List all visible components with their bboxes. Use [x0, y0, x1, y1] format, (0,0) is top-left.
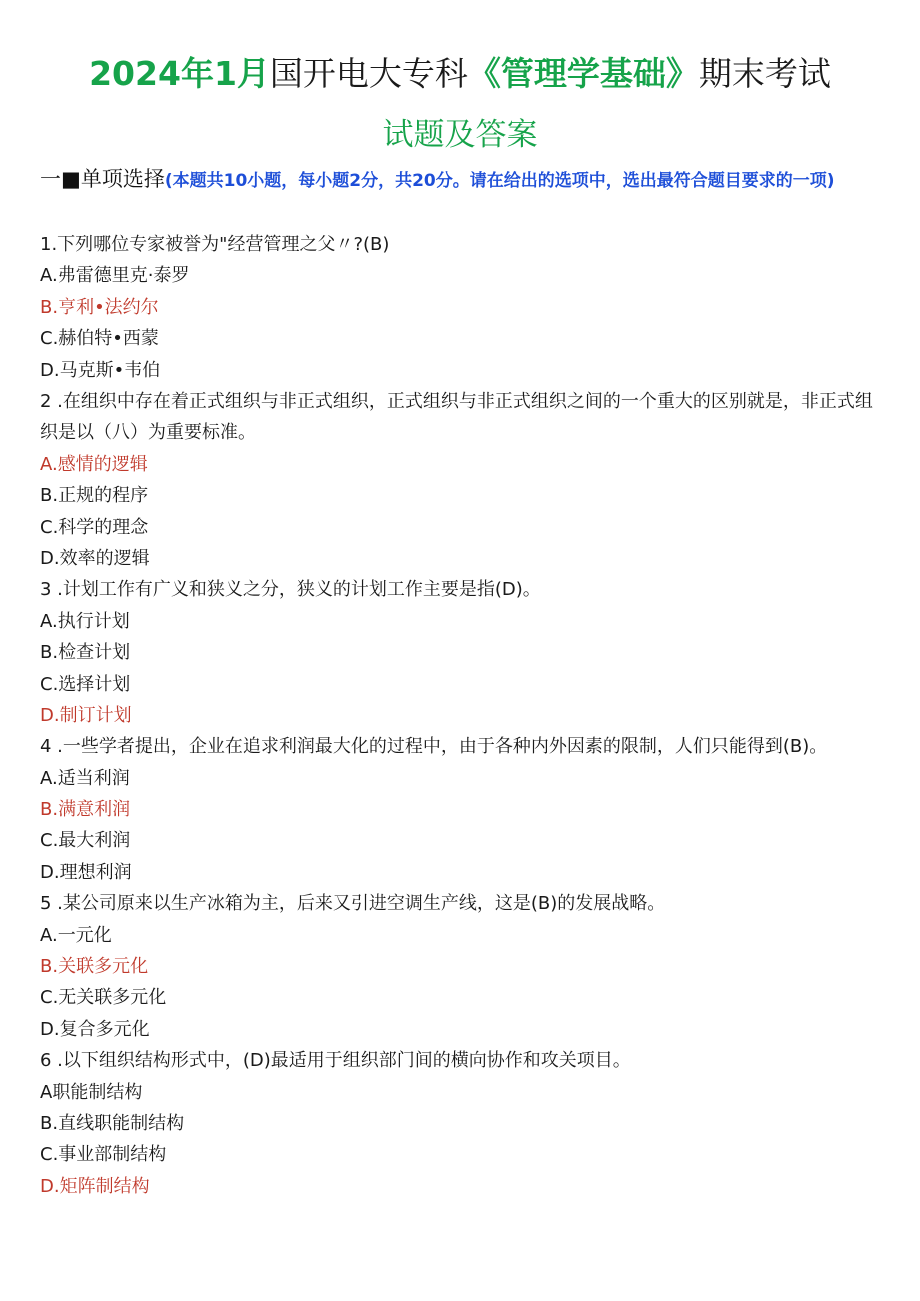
option: C.选择计划 [40, 673, 131, 695]
option: B.检查计划 [40, 642, 131, 664]
title-exam: 期末考试 [698, 54, 831, 93]
option: B.直线职能制结构 [40, 1112, 185, 1134]
option: C.科学的理念 [40, 516, 149, 538]
correct-option: D.矩阵制结构 [40, 1175, 150, 1197]
document-title [0, 50, 920, 98]
title-date: 2024年1月 [89, 54, 270, 93]
option: D.理想利润 [40, 861, 132, 883]
correct-option: B.关联多元化 [40, 956, 149, 978]
section-heading [40, 164, 885, 197]
option: D.马克斯•韦伯 [40, 359, 161, 381]
option: D.效率的逻辑 [40, 547, 150, 569]
correct-option: A.感情的逻辑 [40, 453, 148, 475]
question-stem: 3 .计划工作有广义和狭义之分，狭义的计划工作主要是指(D)。 [40, 579, 541, 601]
title-course: 《管理学基础》 [467, 54, 699, 93]
option: A.执行计划 [40, 610, 130, 632]
option: B.正规的程序 [40, 485, 149, 507]
document-subtitle: 试题及答案 [382, 117, 538, 153]
question-stem: 2 .在组织中存在着正式组织与非正式组织，正式组织与非正式组织之间的一个重大的区别就是，非正式组织是以（八）为重要标准。 [40, 390, 873, 444]
option: A.一元化 [40, 924, 112, 946]
question-stem: 5 .某公司原来以生产冰箱为主，后来又引进空调生产线，这是(B)的发展战略。 [40, 893, 666, 915]
option: C.最大利润 [40, 830, 131, 852]
option: C.无关联多元化 [40, 987, 167, 1009]
option: A.弗雷德里克·泰罗 [40, 265, 190, 287]
option: A.适当利润 [40, 767, 130, 789]
option: D.复合多元化 [40, 1018, 150, 1040]
question-stem: 6 .以下组织结构形式中，(D)最适用于组织部门间的横向协作和攻关项目。 [40, 1050, 631, 1072]
question-list [40, 229, 880, 1202]
correct-option: B.满意利润 [40, 799, 131, 821]
option: A职能制结构 [40, 1081, 143, 1103]
question-stem: 1.下列哪位专家被誉为"经营管理之父〃?(B) [40, 234, 390, 255]
correct-option: D.制订计划 [40, 704, 132, 726]
section-instructions: (本题共10小题，每小题2分，共20分。请在给出的选项中，选出最符合题目要求的一项) [164, 171, 835, 191]
correct-option: B.亨利•法约尔 [40, 296, 159, 318]
option: C.赫伯特•西蒙 [40, 328, 159, 350]
option: C.事业部制结构 [40, 1144, 167, 1166]
section-title: 一■单项选择 [40, 167, 165, 191]
question-stem: 4 .一些学者提出，企业在追求利润最大化的过程中，由于各种内外因素的限制，人们只能得到(B)。 [40, 736, 828, 758]
title-school: 国开电大专科 [269, 54, 468, 93]
